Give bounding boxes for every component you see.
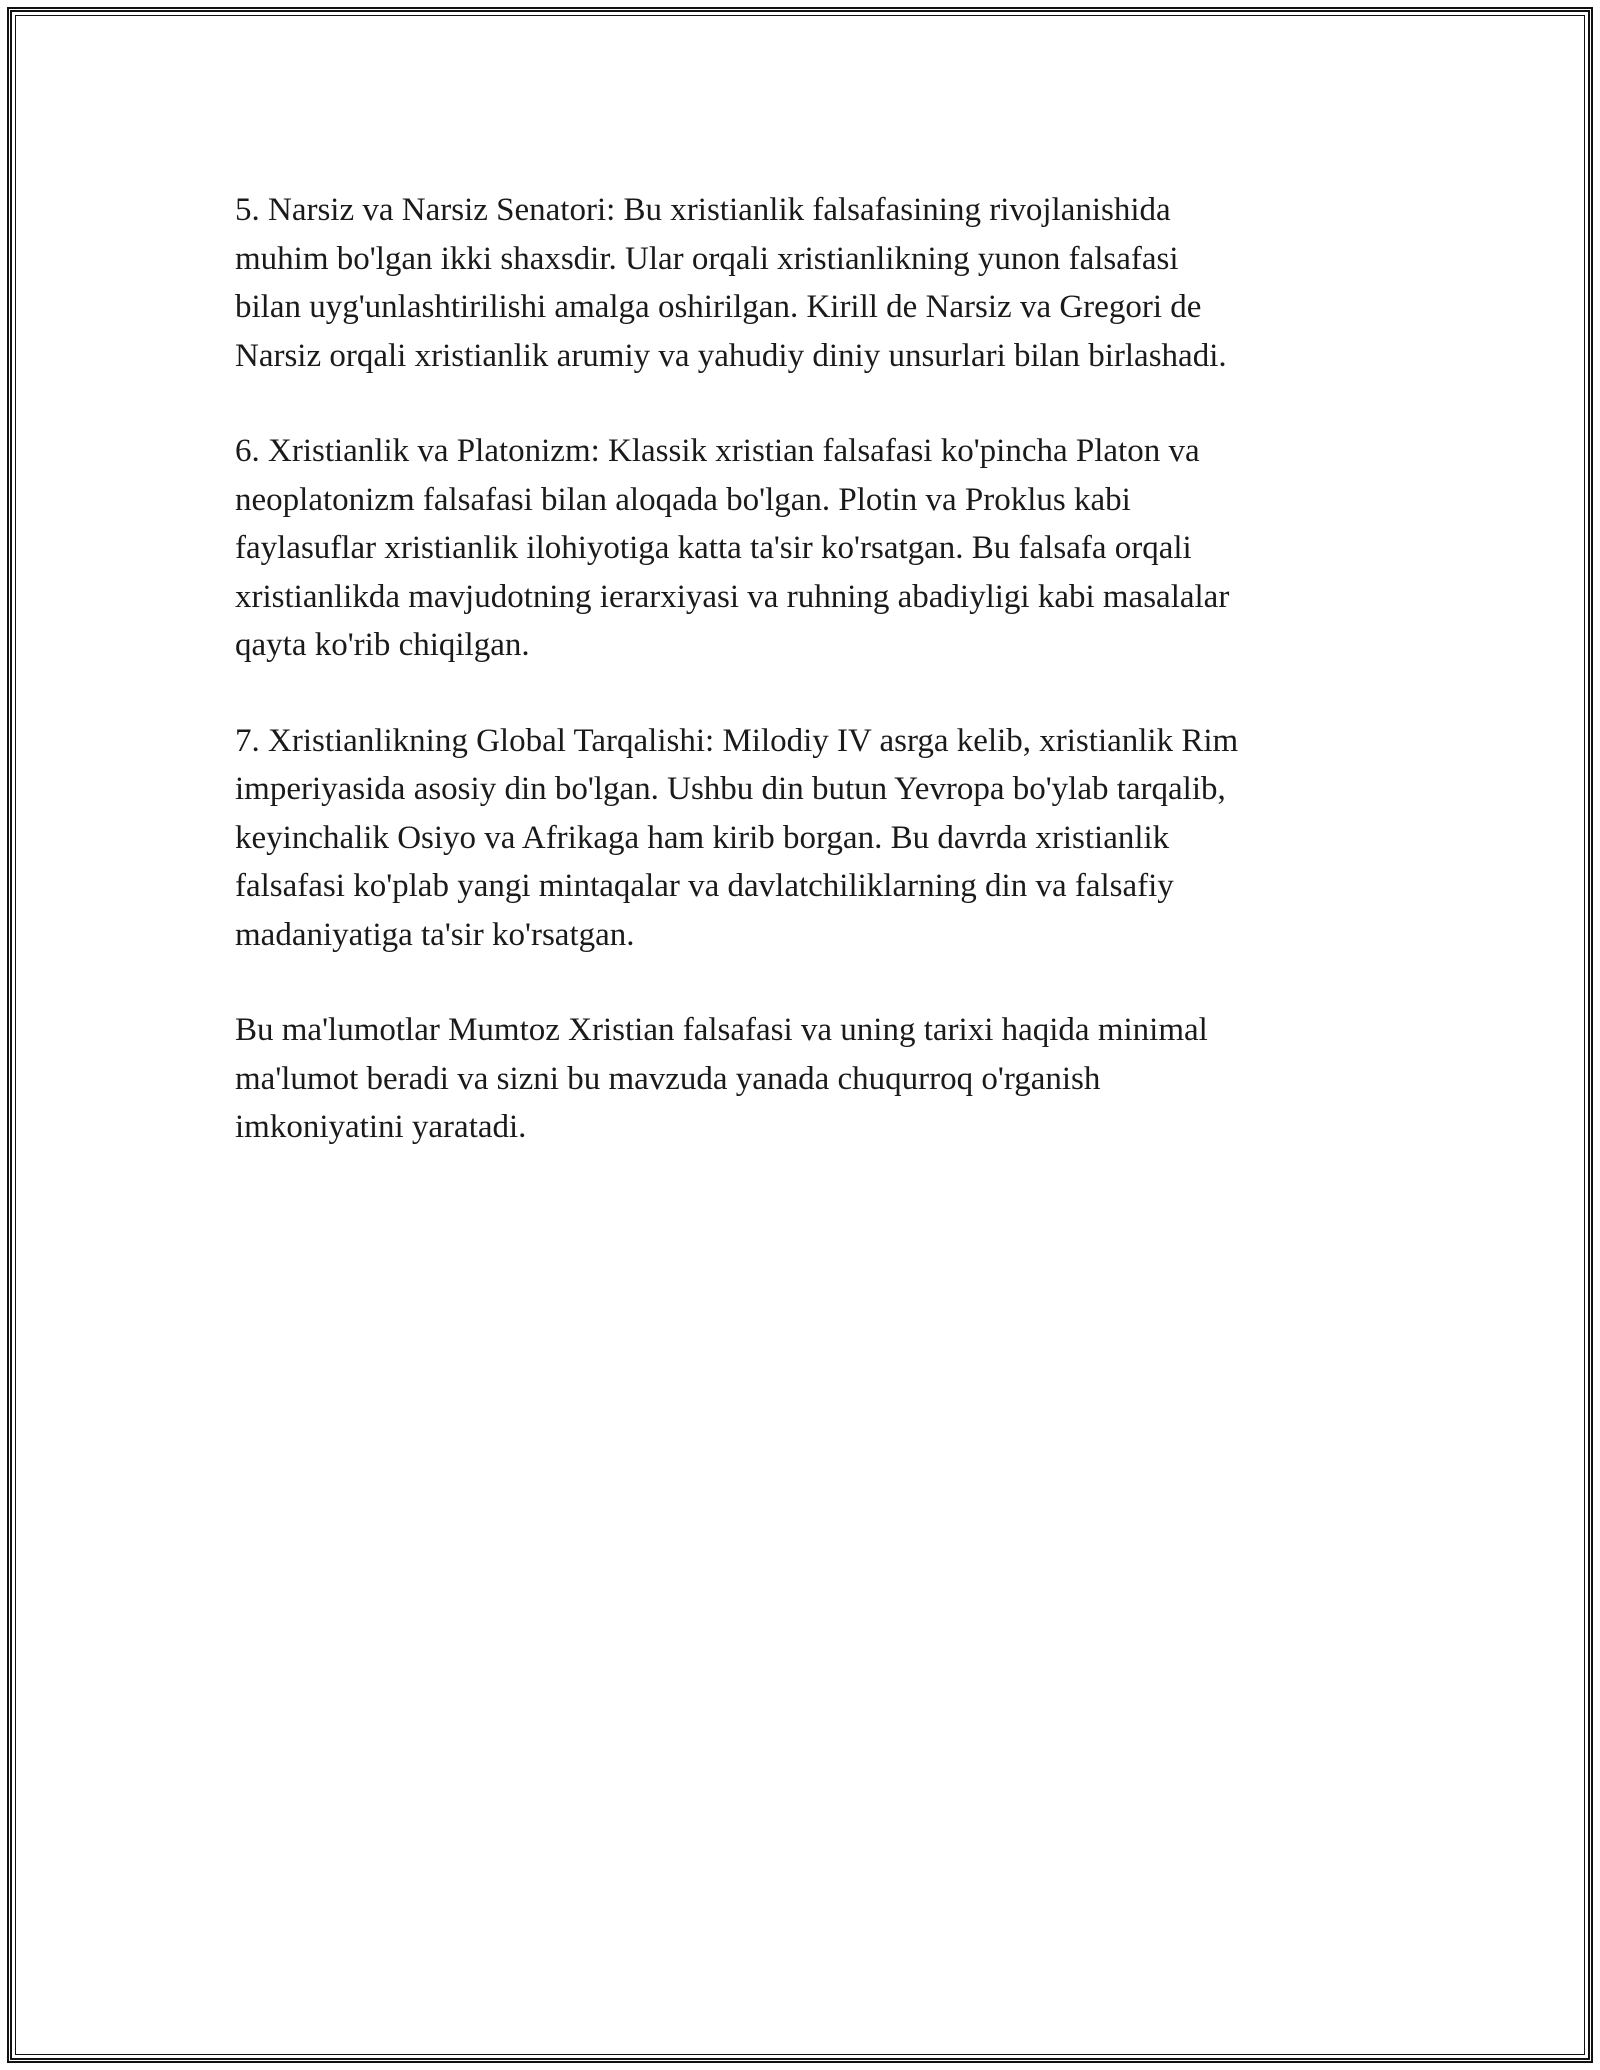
document-body (235, 186, 1365, 1199)
text-line: keyinchalik Osiyo va Afrikaga ham kirib borgan. Bu davrda xristianlik (235, 819, 1170, 856)
text-line: 5. Narsiz va Narsiz Senatori: Bu xristianlik falsafasining rivojlanishida (235, 192, 1171, 228)
text-line: ma'lumot beradi va sizni bu mavzuda yanada chuqurroq o'rganish (235, 1060, 1101, 1097)
text-line: falsafasi ko'plab yangi mintaqalar va davlatchiliklarning din va falsafiy (235, 868, 1174, 904)
text-line: imkoniyatini yaratadi. (235, 1109, 527, 1145)
text-line: imperiyasida asosiy din bo'lgan. Ushbu din butun Yevropa bo'ylab tarqalib, (235, 771, 1226, 807)
text-line: xristianlikda mavjudotning ierarxiyasi va ruhning abadiyligi kabi masalalar (235, 578, 1230, 615)
text-line: neoplatonizm falsafasi bilan aloqada bo'lgan. Plotin va Proklus kabi (235, 481, 1131, 518)
text-line: Bu ma'lumotlar Mumtoz Xristian falsafasi va uning tarixi haqida minimal (235, 1012, 1208, 1048)
text-line: qayta ko'rib chiqilgan. (235, 627, 530, 663)
paragraph-conclusion (235, 1006, 1365, 1152)
text-line: faylasuflar xristianlik ilohiyotiga katta ta'sir ko'rsatgan. Bu falsafa orqali (235, 530, 1192, 566)
text-line: 7. Xristianlikning Global Tarqalishi: Milodiy IV asrga kelib, xristianlik Rim (235, 722, 1239, 759)
text-line: bilan uyg'unlashtirilishi amalga oshirilgan. Kirill de Narsiz va Gregori de (235, 289, 1202, 325)
text-line: Narsiz orqali xristianlik arumiy va yahudiy diniy unsurlari bilan birlashadi. (235, 337, 1227, 374)
text-line: madaniyatiga ta'sir ko'rsatgan. (235, 916, 635, 953)
text-line: muhim bo'lgan ikki shaxsdir. Ular orqali xristianlikning yunon falsafasi (235, 240, 1179, 277)
text-line: 6. Xristianlik va Platonizm: Klassik xristian falsafasi ko'pincha Platon va (235, 433, 1200, 469)
paragraph-7-global-tarqalishi (235, 717, 1365, 960)
paragraph-6-platonizm (235, 427, 1365, 670)
paragraph-5-narsiz (235, 186, 1365, 380)
